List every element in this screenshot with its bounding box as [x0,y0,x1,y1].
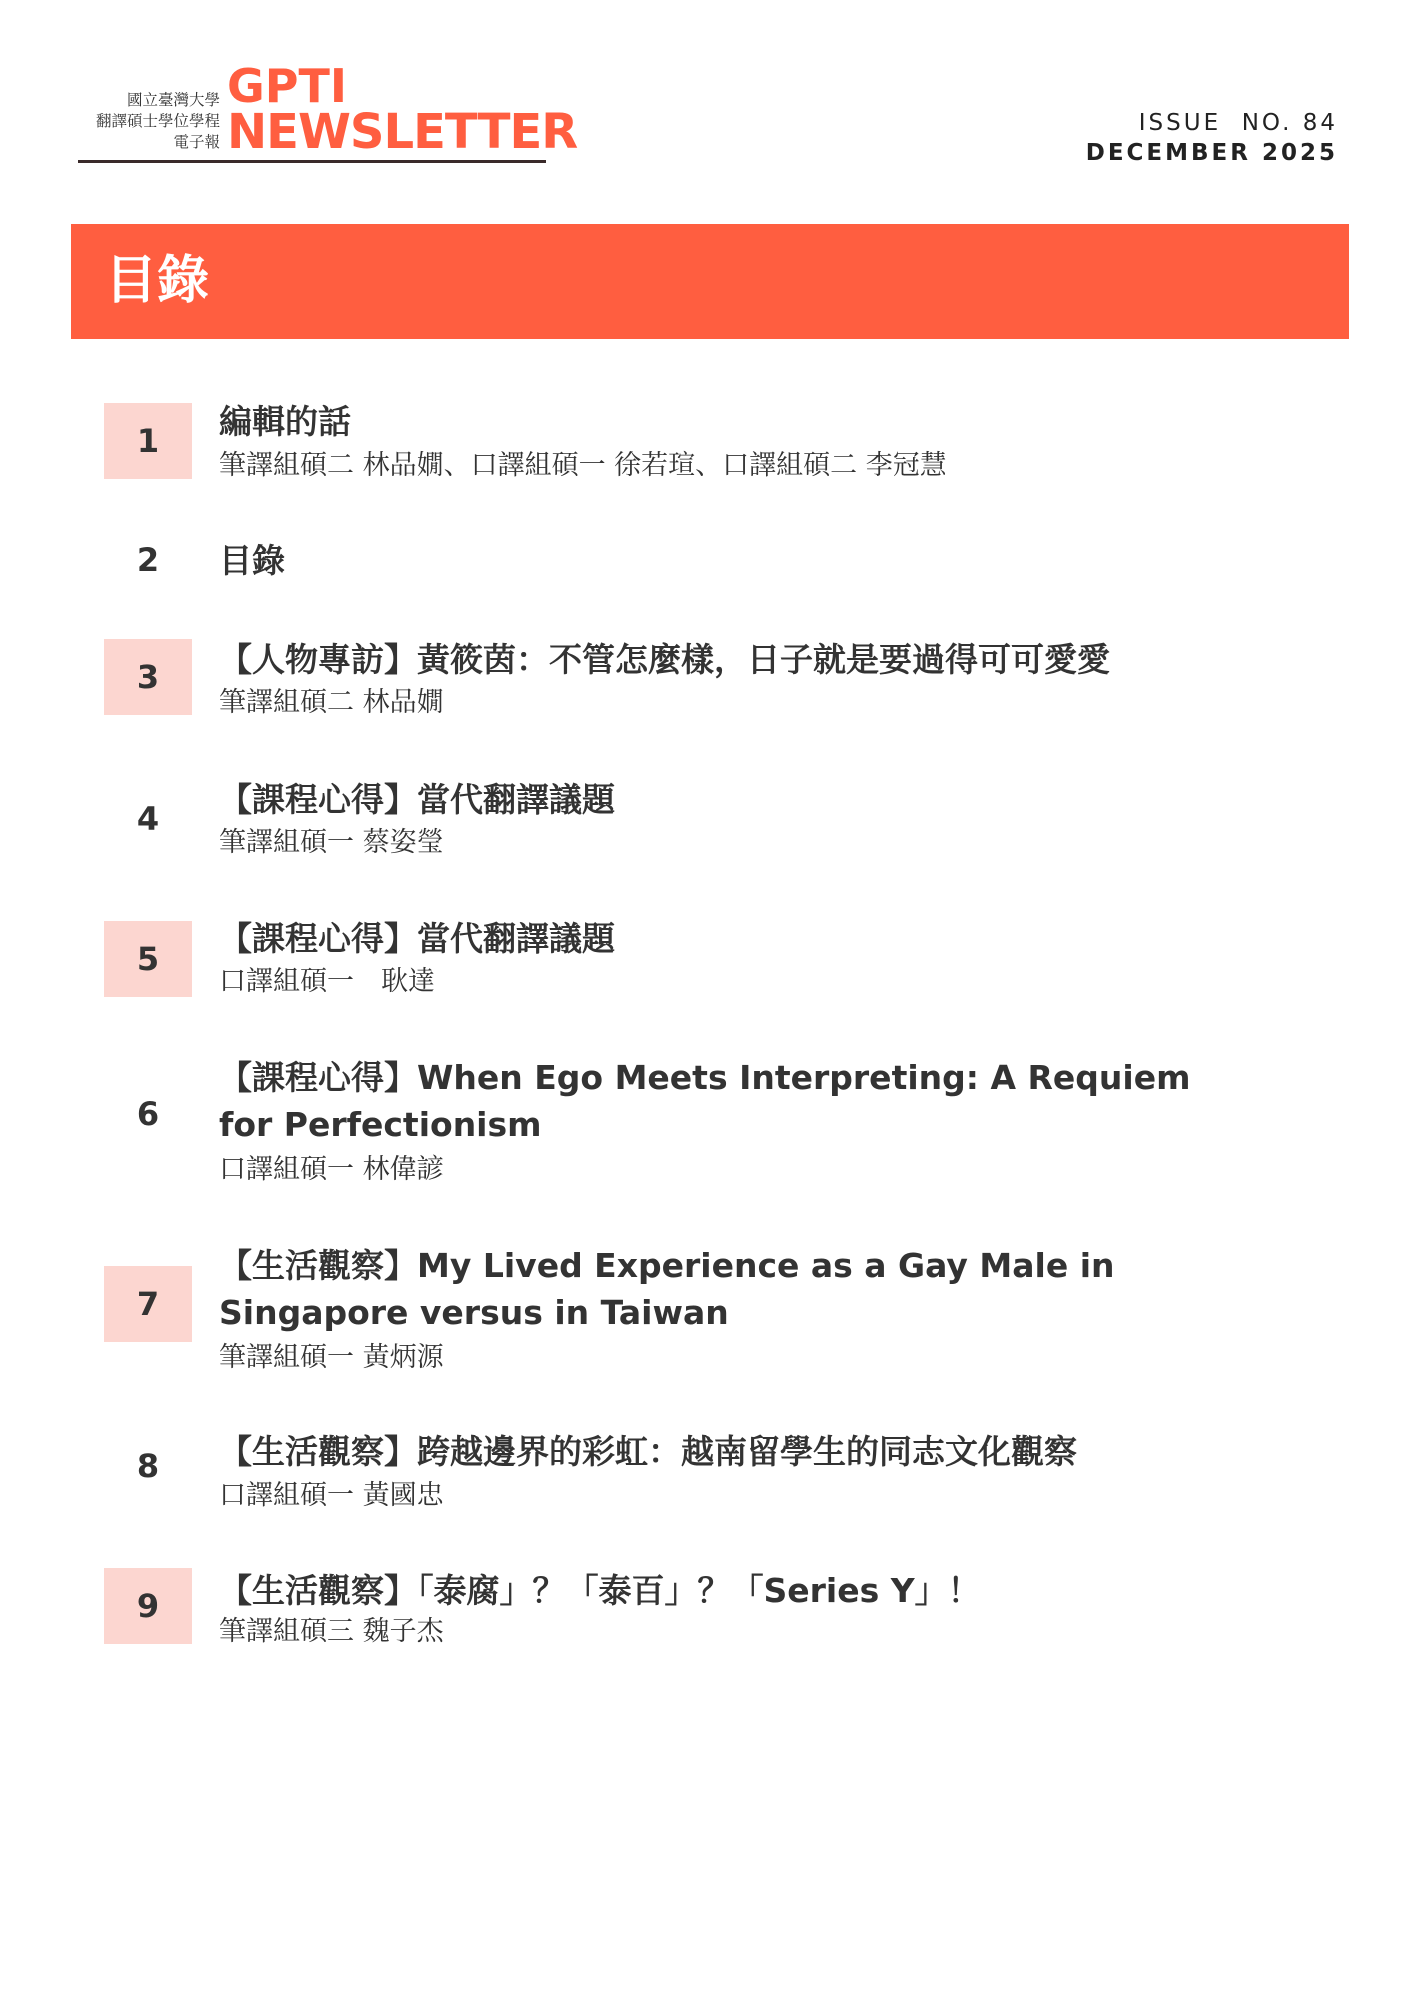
toc-number-4: 4 [136,800,160,838]
toc-number-9: 9 [104,1568,192,1644]
toc-number-3: 3 [104,639,192,715]
toc-title-8[interactable]: 【生活觀察】跨越邊界的彩虹：越南留學生的同志文化觀察 [219,1432,1077,1471]
issue-date: DECEMBER 2025 [1085,140,1338,166]
toc-number-7: 7 [104,1266,192,1342]
toc-title-7[interactable]: 【生活觀察】My Lived Experience as a Gay Male in Singapore versus in Taiwan [219,1246,1115,1332]
issue-number: ISSUE NO. 84 [1138,110,1338,136]
toc-title-3[interactable]: 【人物專訪】黃筱茵：不管怎麼樣，日子就是要過得可可愛愛 [219,640,1110,679]
toc-number-1: 1 [104,403,192,479]
toc-author-4: 筆譯組碩一 蔡姿瑩 [219,827,444,858]
toc-author-1: 筆譯組碩二 林品嫺、口譯組碩一 徐若瑄、口譯組碩二 李冠慧 [219,450,947,481]
toc-number-8: 8 [136,1447,160,1485]
toc-number-2: 2 [136,541,160,579]
toc-title-9[interactable]: 【生活觀察】「泰腐」？「泰百」？「Series Y」！ [219,1571,981,1610]
toc-title-4[interactable]: 【課程心得】當代翻譯議題 [219,780,615,819]
issue-info [1086,108,1338,168]
logo-gpti: GPTI [227,59,347,113]
logo-zh-line-3: 電子報 [173,133,220,151]
toc-title-1[interactable]: 編輯的話 [219,402,351,441]
logo-zh-line-1: 國立臺灣大學 [126,91,220,109]
toc-number-6: 6 [136,1095,160,1133]
toc-author-7: 筆譯組碩一 黃炳源 [219,1342,444,1373]
toc-author-6: 口譯組碩一 林偉諺 [219,1154,444,1185]
toc-author-9: 筆譯組碩三 魏子杰 [219,1616,444,1647]
logo-chinese-name [78,90,220,153]
toc-author-3: 筆譯組碩二 林品嫺 [219,687,444,718]
logo-underline [78,160,546,163]
toc-number-5: 5 [104,921,192,997]
logo-zh-line-2: 翻譯碩士學位學程 [95,112,220,130]
toc-title-2[interactable]: 目錄 [219,541,285,580]
logo-newsletter: NEWSLETTER [227,104,578,160]
toc-banner [71,224,1349,339]
toc-title-6[interactable]: 【課程心得】When Ego Meets Interpreting: A Requiem for Perfectionism [219,1058,1191,1144]
toc-author-8: 口譯組碩一 黃國忠 [219,1480,444,1511]
toc-title-5[interactable]: 【課程心得】當代翻譯議題 [219,919,615,958]
banner-title: 目錄 [105,251,210,311]
newsletter-logo [78,58,578,166]
toc-author-5: 口譯組碩一 耿達 [219,966,435,997]
